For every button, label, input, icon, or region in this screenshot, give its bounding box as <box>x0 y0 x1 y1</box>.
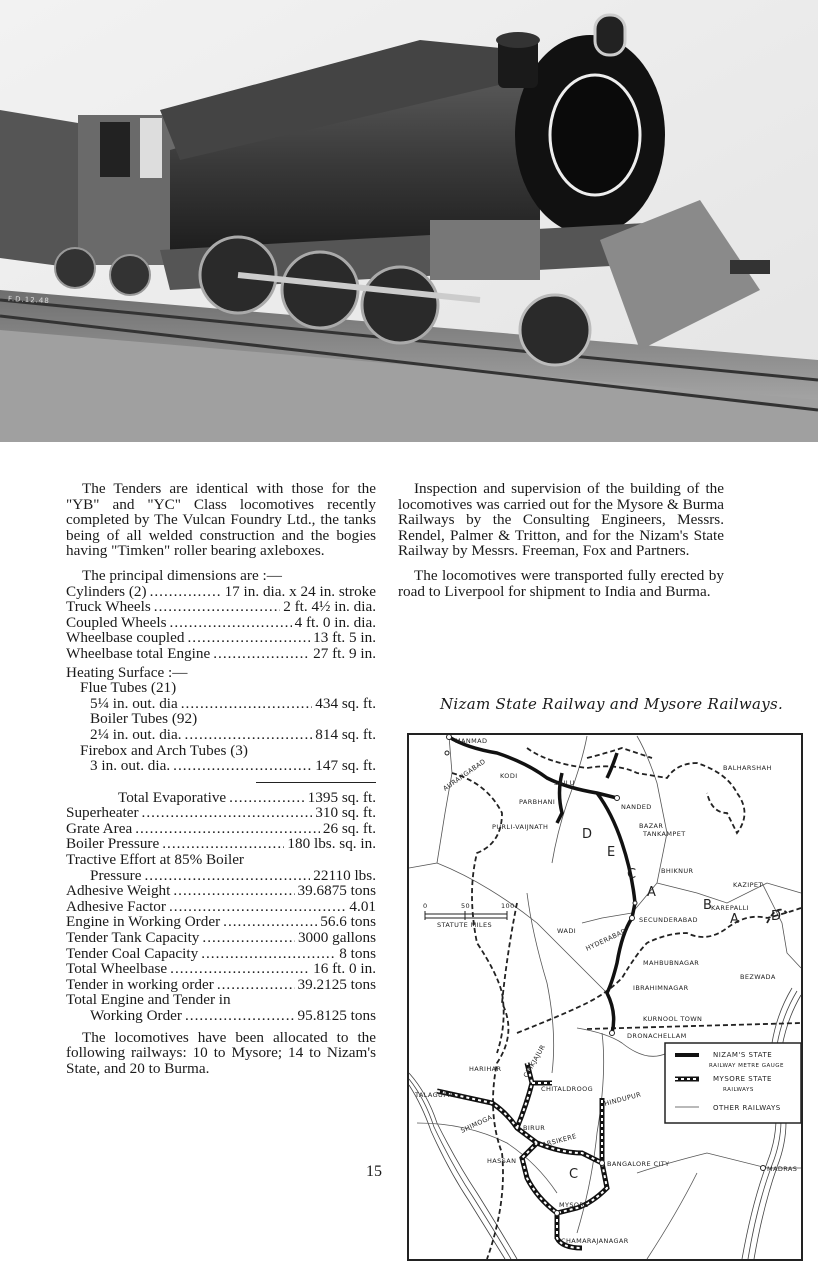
place-bhiknur: BHIKNUR <box>661 867 694 875</box>
scale-tick-50: 50 <box>461 902 471 910</box>
plate-mark: F.D.12.48 <box>7 294 50 306</box>
spec-label: Adhesive Factor <box>66 897 166 915</box>
spec-value: 8 tons <box>339 944 376 962</box>
spec-value: 180 lbs. sq. in. <box>287 835 376 853</box>
place-arsikere: ARSIKERE <box>541 1132 578 1149</box>
spec-label: Adhesive Weight <box>66 882 171 900</box>
place-parbhani: PARBHANI <box>519 798 556 806</box>
spec-value: 434 sq. ft. <box>315 694 376 712</box>
place-secunderabad: SECUNDERABAD <box>639 916 698 924</box>
spec-value: 147 sq. ft. <box>315 757 376 775</box>
legend-nizam-line2: RAILWAY METRE GAUGE <box>709 1063 785 1069</box>
place-chamarajanagar: CHAMARAJANAGAR <box>561 1237 629 1245</box>
spec-label: Cylinders (2) <box>66 582 147 600</box>
place-purli: PURLI-VAIJNATH <box>492 823 549 831</box>
place-harihar: HARIHAR <box>469 1065 502 1073</box>
spec-row <box>66 836 376 852</box>
place-hindupur: HINDUPUR <box>603 1090 643 1108</box>
legend-mysore-line1: MYSORE STATE <box>713 1075 772 1083</box>
region-letter: D <box>771 909 782 924</box>
region-letter: A <box>730 912 739 927</box>
spec-row <box>66 615 376 631</box>
map-legend <box>665 1043 801 1123</box>
spec-value: 17 in. dia. x 24 in. stroke <box>224 582 376 600</box>
spec-value: 26 sq. ft. <box>322 819 376 837</box>
legend-other: OTHER RAILWAYS <box>713 1104 781 1112</box>
spec-value: 814 sq. ft. <box>315 725 376 743</box>
sum-rule <box>256 782 376 783</box>
place-mysore: MYSORE <box>559 1201 589 1209</box>
spec-value: 95.8125 tons <box>297 1007 376 1024</box>
spec-row <box>66 899 376 915</box>
spec-label: Total Wheelbase <box>66 960 168 978</box>
spec-row <box>66 646 376 662</box>
place-mahbubnagar: MAHBUBNAGAR <box>643 959 700 967</box>
spec-label: Tender Coal Capacity <box>66 944 199 962</box>
place-aurangabad: AURANGABAD <box>441 757 488 793</box>
spec-row <box>66 584 376 600</box>
transport-paragraph: The locomotives were transported fully erected by road to Liverpool for shipment to India and Burma. <box>398 566 724 600</box>
region-letter: D <box>582 827 593 842</box>
spec-label: Wheelbase total Engine <box>66 644 211 662</box>
locomotive-photo <box>0 0 818 442</box>
spec-row <box>66 727 376 743</box>
map-caption: Nizam State Railway and Mysore Railways. <box>440 695 784 713</box>
right-column <box>398 481 724 599</box>
spec-label: Superheater <box>66 804 139 822</box>
spec-value: 39.2125 tons <box>297 975 376 993</box>
place-sailu: SAILU <box>554 779 575 787</box>
spec-row <box>66 1008 376 1024</box>
spec-label: Engine in Working Order <box>66 913 221 931</box>
spec-row <box>66 696 376 712</box>
region-letter: E <box>607 845 616 860</box>
heating-heading: Heating Surface :— <box>66 663 188 681</box>
spec-label: Tender in working order <box>66 975 214 993</box>
boiler-tubes-label: Boiler Tubes (92) <box>90 710 198 728</box>
spec-label: Tender Tank Capacity <box>66 929 200 947</box>
place-talaguppa: TALAGUPPA <box>415 1091 457 1099</box>
place-kodi: KODI <box>500 772 518 780</box>
spec-row <box>66 977 376 993</box>
spec-row <box>66 821 376 837</box>
spec-value: 22110 lbs. <box>313 866 376 884</box>
spec-row <box>66 599 376 615</box>
place-tankampet: TANKAMPET <box>643 830 686 838</box>
place-madras: MADRAS <box>767 1165 798 1173</box>
scale-label: STATUTE MILES <box>437 921 492 929</box>
place-kazipet: KAZIPET <box>733 881 763 889</box>
place-hassan: HASSAN <box>487 1157 517 1165</box>
spec-value: 2 ft. 4½ in. dia. <box>283 598 376 616</box>
spec-value: 3000 gallons <box>297 929 376 947</box>
spec-row <box>66 914 376 930</box>
left-column <box>66 481 376 1076</box>
spec-label: Truck Wheels <box>66 598 151 616</box>
spec-value: 16 ft. 0 in. <box>313 960 376 978</box>
spec-value: 13 ft. 5 in. <box>313 629 376 647</box>
spec-row <box>66 883 376 899</box>
spec-label: 5¼ in. out. dia <box>90 694 178 712</box>
place-bazar: BAZAR <box>639 822 664 830</box>
spec-row <box>66 868 376 884</box>
spec-value: 1395 sq. ft. <box>307 788 376 806</box>
place-birur: BIRUR <box>523 1124 546 1132</box>
place-ibrahimnagar: IBRAHIMNAGAR <box>633 984 689 992</box>
place-hyderabad: HYDERABAD <box>584 926 628 953</box>
spec-row-total <box>66 790 376 806</box>
spec-value: 4.01 <box>349 897 376 915</box>
place-wadi: WADI <box>557 927 577 935</box>
spec-row <box>66 805 376 821</box>
place-manmad: MANMAD <box>455 737 488 745</box>
place-nanded: NANDED <box>621 803 652 811</box>
region-letter: A <box>647 885 656 900</box>
place-bangalore: BANGALORE CITY <box>607 1160 670 1168</box>
dimensions-heading: The principal dimensions are :— <box>82 566 282 584</box>
scale-tick-0: 0 <box>423 902 428 910</box>
place-bezwada: BEZWADA <box>740 973 776 981</box>
spec-row <box>66 758 376 774</box>
allocation-paragraph: The locomotives have been allocated to the following railways: 10 to Mysore; 14 to Nizam's State, and 20 to Burma. <box>66 1028 376 1077</box>
dimensions-list <box>66 584 376 662</box>
place-chitaldroog: CHITALDROOG <box>541 1085 594 1093</box>
page-number: 15 <box>366 1163 382 1180</box>
place-chikjajur: CHIKJAJUR <box>521 1043 548 1079</box>
firebox-label: Firebox and Arch Tubes (3) <box>80 741 248 759</box>
flue-tubes-label: Flue Tubes (21) <box>80 679 177 697</box>
spec-value: 27 ft. 9 in. <box>313 644 376 662</box>
spec-label: Pressure <box>90 866 142 884</box>
spec-label: Total Evaporative <box>118 788 227 806</box>
spec-row <box>66 961 376 977</box>
spec-label: Wheelbase coupled <box>66 629 185 647</box>
spec-value: 56.6 tons <box>320 913 376 931</box>
spec-label: Coupled Wheels <box>66 613 167 631</box>
spec-row <box>66 630 376 646</box>
spec-label: Grate Area <box>66 819 133 837</box>
scale-tick-100: 100 <box>501 902 515 910</box>
spec-row <box>66 930 376 946</box>
spec-value: 310 sq. ft. <box>315 804 376 822</box>
tenders-paragraph: The Tenders are identical with those for the "YB" and "YC" Class locomotives recently completed by The Vulcan Foundry Ltd., the tanks being of all welded construction and the bogies having "Timken" roller bearing axleboxes. <box>66 480 376 560</box>
spec-value: 39.6875 tons <box>297 882 376 900</box>
spec-label: 3 in. out. dia. <box>90 757 171 775</box>
total-heading: Total Engine and Tender in <box>66 991 231 1009</box>
region-letter: C <box>569 1167 579 1182</box>
place-kurnool: KURNOOL TOWN <box>643 1015 703 1023</box>
region-letter: B <box>703 898 712 913</box>
region-letter: C <box>627 867 637 882</box>
place-balharshah: BALHARSHAH <box>723 764 772 772</box>
spec-label: Working Order <box>90 1007 182 1024</box>
legend-nizam-line1: NIZAM'S STATE <box>713 1051 773 1059</box>
place-shimoga: SHIMOGA <box>459 1113 494 1135</box>
tractive-heading: Tractive Effort at 85% Boiler <box>66 851 244 869</box>
spec-label: 2¼ in. out. dia. <box>90 725 182 743</box>
legend-mysore-line2: RAILWAYS <box>723 1087 754 1093</box>
railway-map <box>407 733 803 1261</box>
spec-label: Boiler Pressure <box>66 835 160 853</box>
spec-value: 4 ft. 0 in. dia. <box>294 613 376 631</box>
inspection-paragraph: Inspection and supervision of the building of the locomotives was carried out for the Mysore & Burma Railways by the Consulting Engineers, Messrs. Rendel, Palmer & Tritton, and for the Nizam's State Railway by Messrs. Freeman, Fox and Partners. <box>398 480 724 560</box>
place-dronachellam: DRONACHELLAM <box>627 1032 687 1040</box>
spec-row <box>66 946 376 962</box>
place-karepalli: KAREPALLI <box>711 904 749 912</box>
